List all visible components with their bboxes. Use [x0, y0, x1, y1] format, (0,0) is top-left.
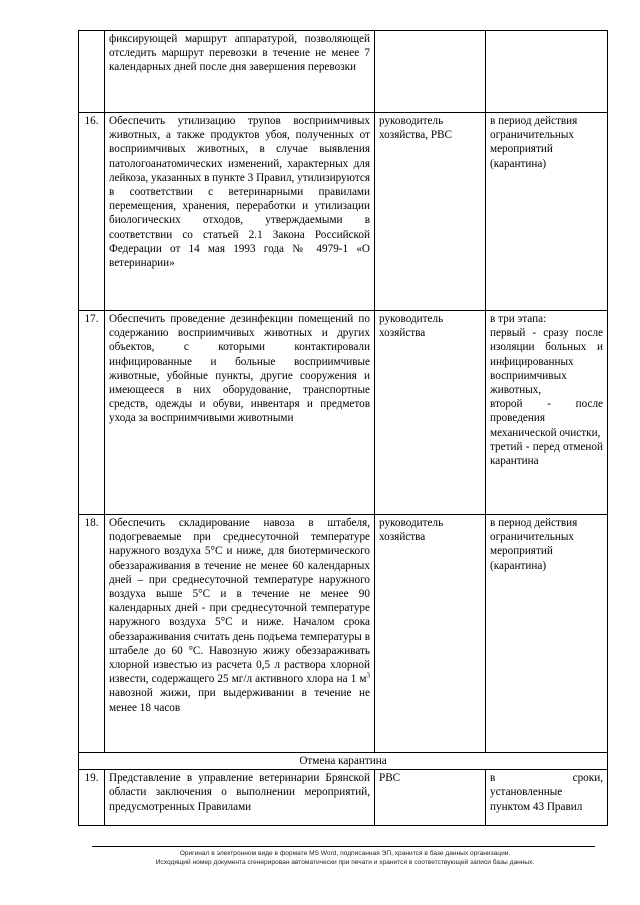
table-row	[79, 311, 608, 515]
table-row	[79, 770, 608, 826]
row-deadline	[486, 311, 608, 515]
cubic-superscript: 3	[366, 671, 370, 680]
row-action	[105, 515, 375, 753]
footer	[80, 849, 610, 867]
row-number	[79, 31, 105, 113]
row-responsible	[375, 31, 486, 113]
row-action: Представление в управление ветеринарии Брянской области заключения о выполнении мероприятий, предусмотренных Правилами	[105, 770, 375, 826]
table-row	[79, 515, 608, 753]
deadline-line: в три этапа:	[490, 313, 547, 325]
deadline-line: первый - сразу после изоляции больных и инфицированных восприимчивых животных,	[490, 327, 603, 397]
row-action: Обеспечить проведение дезинфекции помещений по содержанию восприимчивых животных и других объектов, с которыми контактировали инфицированные и больные восприимчивые животные, убойные пункты, другие сооружения и имеющееся в них оборудование, транспортные средств, одежды и обуви, инвентаря и предметов ухода за восприимчивыми животными	[105, 311, 375, 515]
table-row	[79, 113, 608, 311]
footer-line: Исходящий номер документа сгенерирован автоматически при печати и хранится в соответствующей записи базы данных.	[155, 859, 535, 866]
row-responsible: руководитель хозяйства	[375, 311, 486, 515]
section-row	[79, 753, 608, 770]
section-header: Отмена карантина	[79, 753, 608, 770]
action-text-end: навозной жижи, при выдерживании в течение не менее 18 часов	[109, 687, 370, 714]
row-deadline	[486, 31, 608, 113]
row-deadline: в период действия ограничительных мероприятий (карантина)	[486, 113, 608, 311]
row-deadline: в период действия ограничительных мероприятий (карантина)	[486, 515, 608, 753]
row-number: 19.	[79, 770, 105, 826]
action-text: Обеспечить складирование навоза в штабеля, подогреваемые при среднесуточной температуре наружного воздуха 5°С и ниже, для биотермического обеззараживания в течение не менее 60 календарных дней – при среднесуточной температуре наружного воздуха выше 5°С и в течение не менее 90 календарных дней - при среднесуточной температуре наружного воздуха 5°С и ниже. Началом срока обеззараживания считать день подъема температуры в штабеле до 60 °С. Навозную жижу обеззараживать хлорной известью из расчета 0,5 л раствора хлорной извести, содержащего 25 мг/л активного хлора на 1 м	[109, 517, 370, 686]
deadline-line: второй - после проведения механической очистки,	[490, 398, 603, 439]
row-responsible: РВС	[375, 770, 486, 826]
footer-divider	[92, 846, 595, 847]
row-number: 18.	[79, 515, 105, 753]
row-action: фиксирующей маршрут аппаратурой, позволяющей отследить маршрут перевозки в течение не менее 7 календарных дней после дня завершения перевозки	[105, 31, 375, 113]
measures-table	[78, 30, 608, 826]
row-number: 16.	[79, 113, 105, 311]
deadline-line: третий - перед отменой карантина	[490, 440, 603, 468]
row-deadline: в сроки, установленные пунктом 43 Правил	[486, 770, 608, 826]
row-responsible: руководитель хозяйства, РВС	[375, 113, 486, 311]
footer-line: Оригинал в электронном виде в формате MS Word, подписанная ЭП, хранится в базе данных организации.	[179, 850, 511, 857]
row-responsible: руководитель хозяйства	[375, 515, 486, 753]
table-row	[79, 31, 608, 113]
row-number: 17.	[79, 311, 105, 515]
row-action: Обеспечить утилизацию трупов восприимчивых животных, а также продуктов убоя, полученных от восприимчивых животных, в случае выявления патологоанатомических изменений, характерных для лейкоза, указанных в пункте 3 Правил, утилизируются в соответствии с ветеринарными правилами перемещения, хранения, переработки и утилизации биологических отходов, утверждаемыми в соответствии со статьей 2.1 Закона Российской Федерации от 14 мая 1993 года № 4979-1 «О ветеринарии»	[105, 113, 375, 311]
